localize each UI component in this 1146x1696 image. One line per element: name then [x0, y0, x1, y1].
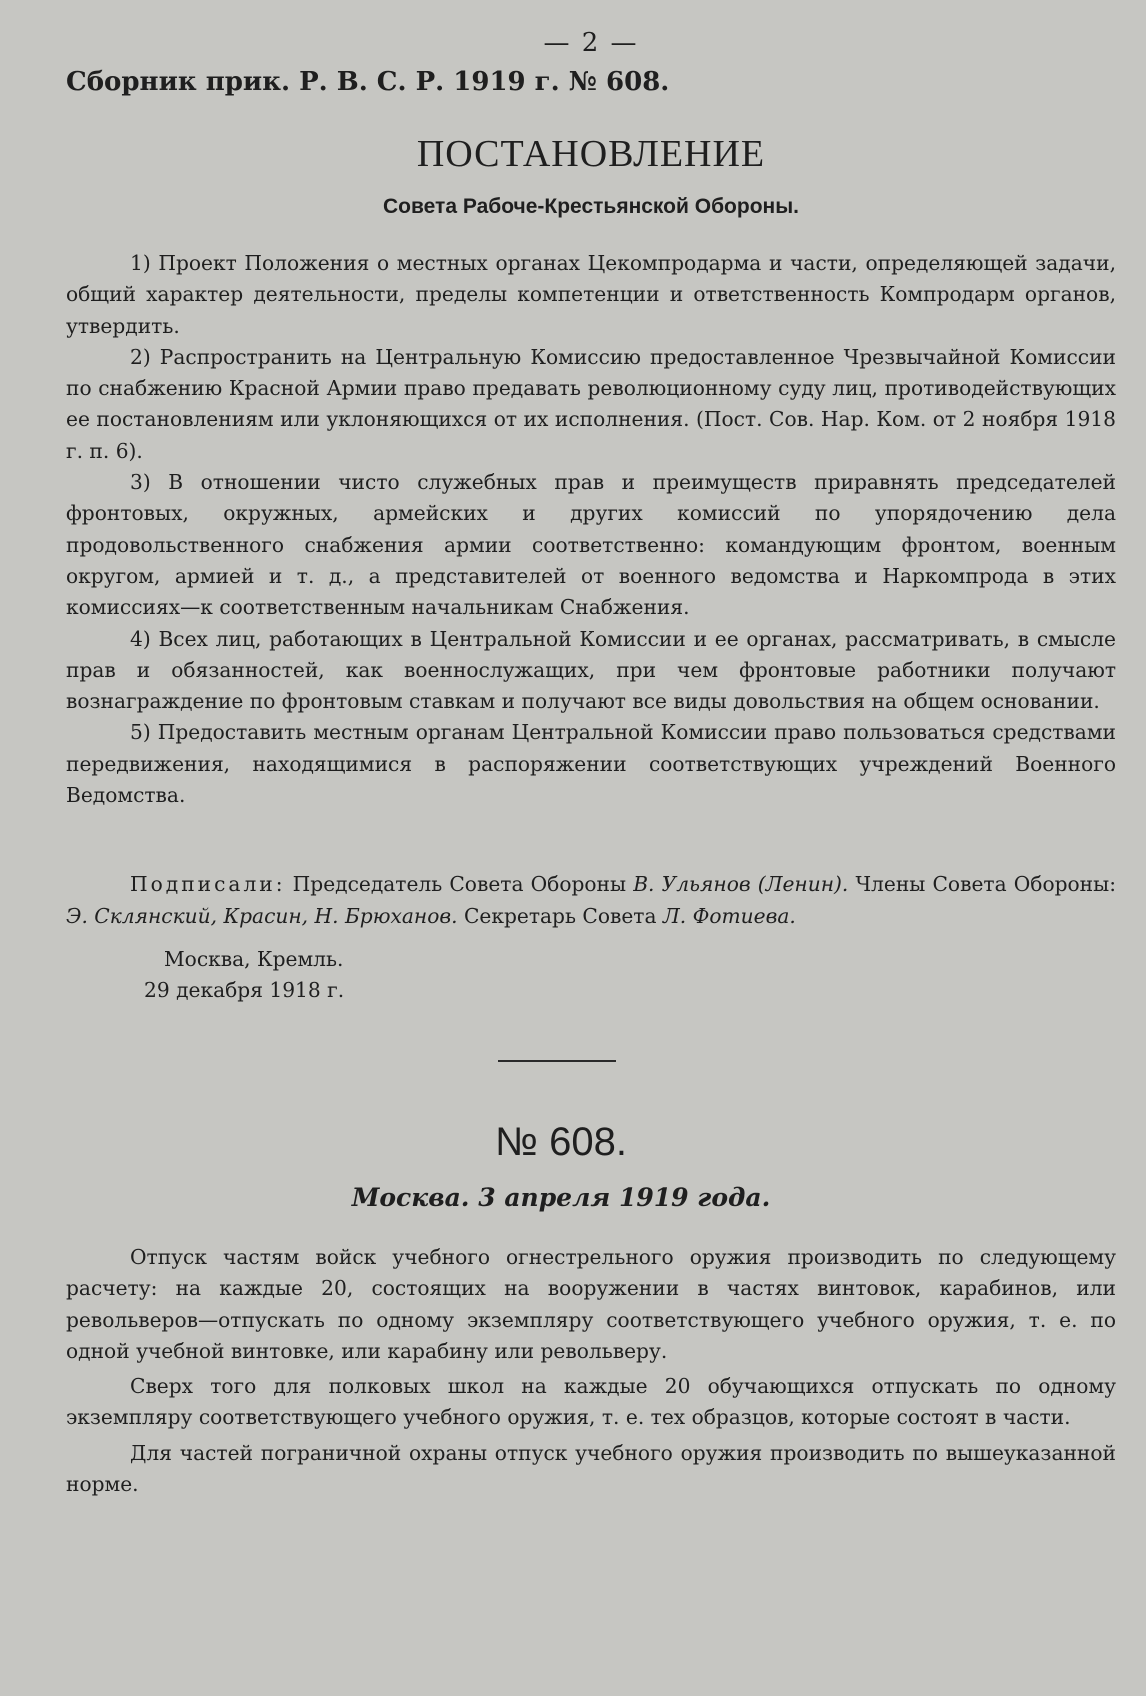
- decree-item-1: 1) Проект Положения о местных органах Цекомпродарма и части, определяющей задачи, общий характер деятельности, пределы компетенции и ответственность Компродарм органов, утвердить.: [66, 251, 1116, 338]
- decree-item-2: 2) Распространить на Центральную Комиссию предоставленное Чрезвычайной Комиссии по снабжению Красной Армии право предавать революционному суду лиц, противодействующих ее постановлениям или уклоняющихся от их исполнения. (Пост. Сов. Нар. Ком. от 2 ноября 1918 г. п. 6).: [66, 344, 1116, 463]
- members-role: Члены Совета Обороны:: [855, 872, 1116, 897]
- decree-subtitle: Совета Рабоче-Крестьянской Обороны.: [383, 195, 799, 218]
- order-body: [66, 1242, 1116, 1500]
- decree-date: 29 декабря 1918 г.: [144, 977, 345, 1002]
- decree-item-3: 3) В отношении чисто служебных прав и преимуществ приравнять председателей фронтовых, окружных, армейских и других комиссий по упорядочению дела продовольственного снабжения армии соответственно: командующим фронтом, военным округом, армией и т. д., а представителей от военного ведомства и Наркомпрода в этих комиссиях—к соответственным начальникам Снабжения.: [66, 470, 1116, 620]
- order-place-date: Москва. 3 апреля 1919 года.: [351, 1182, 771, 1212]
- running-head: Сборник прик. Р. В. С. Р. 1919 г. № 608.: [66, 67, 670, 97]
- signatures-block: [66, 869, 1116, 932]
- decree-items: [66, 248, 1116, 811]
- decree-item-5: 5) Предоставить местным органам Центральной Комиссии право пользоваться средствами передвижения, находящимися в распоряжении соответствующих учреждений Военного Ведомства.: [66, 720, 1116, 808]
- decree-place: Москва, Кремль.: [164, 946, 344, 971]
- page-number: — 2 —: [543, 28, 639, 58]
- decree-item-4: 4) Всех лиц, работающих в Центральной Комиссии и ее органах, рассматривать, в смысле прав и обязанностей, как военнослужащих, при чем фронтовые работники получают вознаграждение по фронтовым ставкам и получают все виды довольствия на общем основании.: [66, 626, 1116, 714]
- order-number: № 608.: [495, 1119, 627, 1164]
- chair-name: В. Ульянов (Ленин).: [633, 872, 849, 897]
- order-paragraph-2: Сверх того для полковых школ на каждые 20 обучающихся отпускать по одному экземпляру соответствующего учебного оружия, т. е. тех образцов, которые состоят в части.: [66, 1374, 1116, 1430]
- order-paragraph-1: Отпуск частям войск учебного огнестрельного оружия производить по следующему расчету: на каждые 20, состоящих на вооружении в частях винтовок, карабинов, или револьверов—отпускать по одному экземпляру соответствующего учебного оружия, т. е. по одной учебной винтовке, или карабину или револьверу.: [66, 1244, 1116, 1363]
- signatures-lead: Подписали:: [130, 872, 286, 897]
- signatures-paragraph: [66, 869, 1116, 932]
- chair-role: Председатель Совета Обороны: [292, 872, 627, 897]
- order-paragraph-3: Для частей пограничной охраны отпуск учебного оружия производить по вышеуказанной норме.: [66, 1440, 1116, 1497]
- secretary-name: Л. Фотиева.: [662, 903, 796, 928]
- decree-title: ПОСТАНОВЛЕНИЕ: [416, 133, 766, 175]
- members-names: Э. Склянский, Красин, Н. Брюханов.: [66, 903, 458, 928]
- decree-place-date: [144, 944, 1116, 1006]
- section-divider: [498, 1060, 616, 1062]
- secretary-role: Секретарь Совета: [463, 903, 657, 928]
